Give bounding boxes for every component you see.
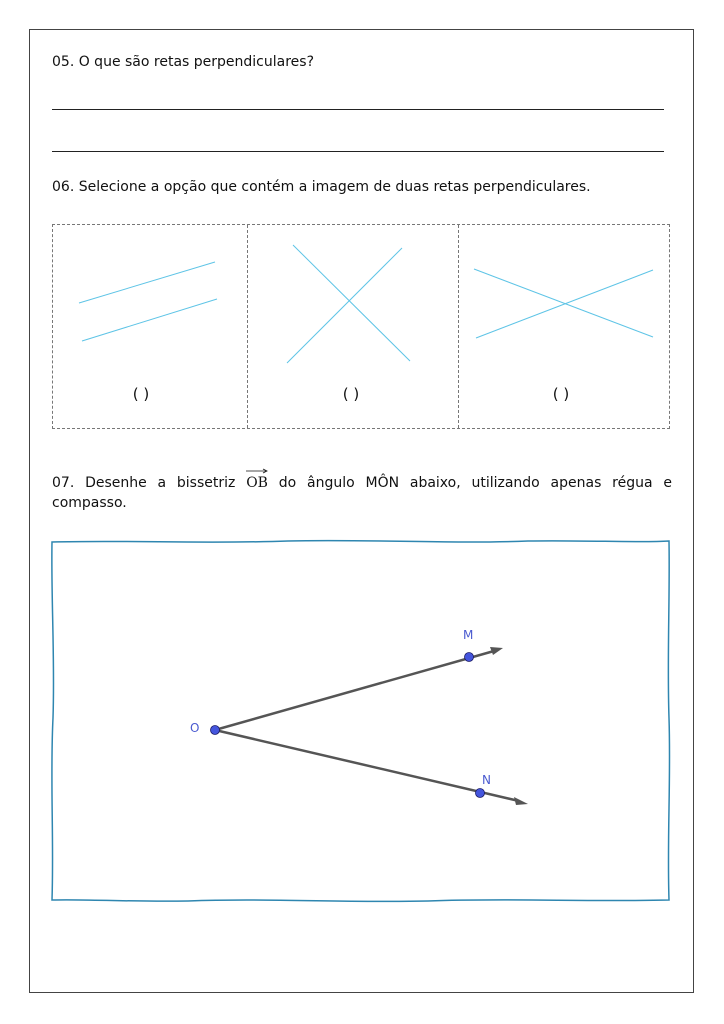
question-07-prefix: 07. Desenhe a bissetriz <box>52 475 236 491</box>
point-n[interactable] <box>476 789 485 798</box>
answer-line-1[interactable] <box>52 109 664 110</box>
option-b-checkbox[interactable]: ( ) <box>342 385 360 403</box>
point-o[interactable] <box>211 726 220 735</box>
ray-on <box>215 730 519 801</box>
ray-om-arrowhead <box>490 647 503 655</box>
options-box <box>52 224 670 429</box>
point-m[interactable] <box>465 653 474 662</box>
question-07-text <box>52 473 672 513</box>
question-05-text: 05. O que são retas perpendiculares? <box>52 54 315 70</box>
option-c-oblique-lines <box>474 269 653 338</box>
vector-arrow-icon <box>246 468 268 474</box>
option-a-parallel-lines <box>79 262 217 341</box>
vector-label: OB <box>246 475 268 491</box>
vector-ob <box>246 473 268 493</box>
option-c-checkbox[interactable]: ( ) <box>552 385 570 403</box>
question-07-suffix: do ângulo MÔN abaixo, utilizando apenas régua e compasso. <box>52 475 672 511</box>
wavy-frame <box>52 541 670 902</box>
answer-line-2[interactable] <box>52 151 664 152</box>
option-b-perpendicular-lines <box>287 245 410 363</box>
drawing-area[interactable] <box>48 538 674 904</box>
question-06-text: 06. Selecione a opção que contém a imagem de duas retas perpendiculares. <box>52 179 591 195</box>
ray-om <box>215 651 494 730</box>
label-o: O <box>190 721 200 735</box>
angle-mon <box>190 628 528 805</box>
label-m: M <box>463 628 474 642</box>
ray-on-arrowhead <box>514 797 528 805</box>
option-a-checkbox[interactable]: ( ) <box>132 385 150 403</box>
label-n: N <box>482 773 491 787</box>
